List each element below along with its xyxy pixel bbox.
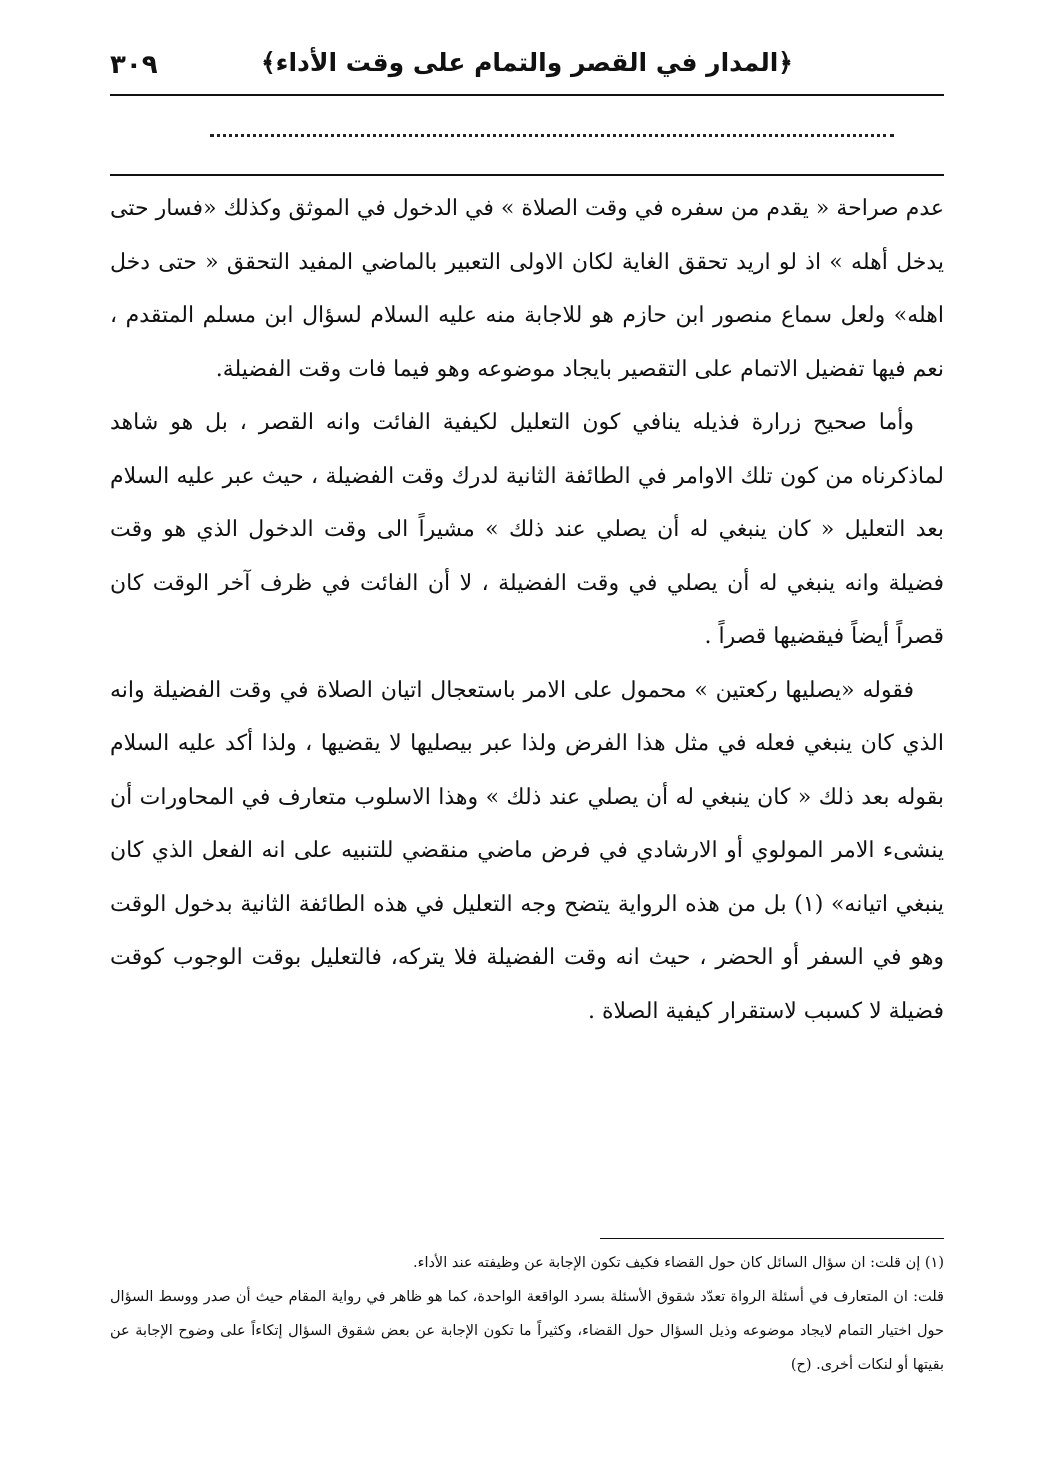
footnote-answer: قلت: ان المتعارف في أسئلة الرواة تعدّد شقوق الأسئلة بسرد الواقعة الواحدة، كما هو ظاهر في رواية المقام حيث أن صدر ووسط السؤال حول اختيار التمام لايجاد موضوعه وذيل السؤال حول القضاء، وكثيراً ما تكون الإجابة عن بعض شقوق السؤال إتكاءاً على وضوح الإجابة عن بقيتها أو لنكات أخرى. (ح) <box>110 1289 944 1373</box>
paragraph-3: فقوله «يصليها ركعتين » محمول على الامر باستعجال اتيان الصلاة في وقت الفضيلة وانه الذي كان ينبغي فعله في مثل هذا الفرض ولذا عبر بيصليها لا يقضيها ، ولذا أكد عليه السلام بقوله بعد ذلك « كان ينبغي له أن يصلي عند ذلك » وهذا الاسلوب متعارف في المحاورات أن ينشىء الامر المولوي أو الارشادي في فرض ماضي منقضي للتنبيه على انه الفعل الذي كان ينبغي اتيانه» (١) بل من هذه الرواية يتضح وجه التعليل في هذه الطائفة الثانية بدخول الوقت وهو في السفر أو الحضر ، حيث انه وقت الفضيلة فلا يتركه، فالتعليل بوقت الوجوب كوقت فضيلة لا كسبب لاستقرار كيفية الصلاة . <box>110 677 944 1024</box>
main-text <box>110 182 944 1038</box>
header-rule <box>110 94 944 96</box>
page-number: ٣٠٩ <box>110 50 158 80</box>
footnote-question: (١) إن قلت: ان سؤال السائل كان حول القضاء فكيف تكون الإجابة عن وظيفته عند الأداء. <box>413 1255 944 1271</box>
paragraph-1: عدم صراحة « يقدم من سفره في وقت الصلاة » في الدخول في الموثق وكذلك «فسار حتى يدخل أهله » اذ لو اريد تحقق الغاية لكان الاولى التعبير بالماضي المفيد التحقق « حتى دخل اهله» ولعل سماع منصور ابن حازم هو للاجابة منه عليه السلام لسؤال ابن مسلم المتقدم ، نعم فيها تفضيل الاتمام على التقصير بايجاد موضوعه وهو فيما فات وقت الفضيلة. <box>110 196 944 382</box>
footnotes <box>110 1246 944 1382</box>
dotted-separator <box>210 134 894 149</box>
running-title: ﴿المدار في القصر والتمام على وقت الأداء﴾ <box>261 48 793 77</box>
footnote-rule <box>600 1238 944 1239</box>
body-top-rule <box>110 174 944 176</box>
page-header <box>110 40 944 90</box>
paragraph-2: وأما صحيح زرارة فذيله ينافي كون التعليل لكيفية الفائت وانه القصر ، بل هو شاهد لماذكرناه من كون تلك الاوامر في الطائفة الثانية لدرك وقت الفضيلة ، حيث عبر عليه السلام بعد التعليل « كان ينبغي له أن يصلي عند ذلك » مشيراً الى وقت الدخول الذي هو وقت فضيلة وانه ينبغي له أن يصلي في وقت الفضيلة ، لا أن الفائت في ظرف آخر الوقت كان قصراً أيضاً فيقضيها قصراً . <box>110 410 945 649</box>
